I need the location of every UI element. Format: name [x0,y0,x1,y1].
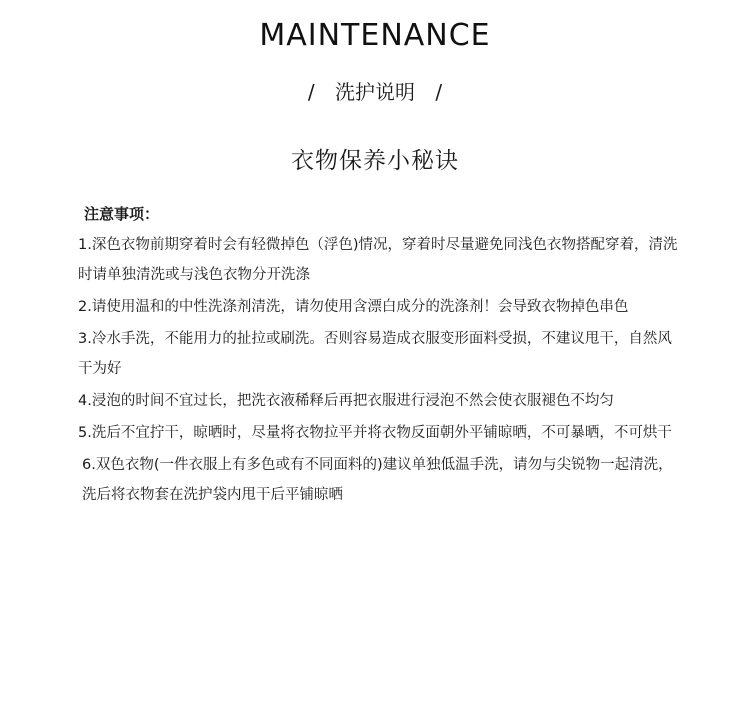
note-item-4: 4.浸泡的时间不宜过长，把洗衣液稀释后再把衣服进行浸泡不然会使衣服褪色不均匀 [78,393,614,409]
note-item-5: 5.洗后不宜拧干，晾晒时，尽量将衣物拉平并将衣物反面朝外平铺晾晒，不可暴晒，不可烘干 [78,425,672,441]
page-title: MAINTENANCE [259,18,491,53]
subtitle-left-slash: / [307,80,315,104]
section-heading: 衣物保养小秘诀 [291,148,459,174]
notes-block [78,203,678,512]
notes-label: 注意事项： [84,205,160,223]
note-item-2: 2.请使用温和的中性洗涤剂清洗，请勿使用含漂白成分的洗涤剂！会导致衣物掉色串色 [78,299,629,315]
note-item-3: 3.冷水手洗，不能用力的扯拉或刷洗。否则容易造成衣服变形面料受损，不建议甩干，自然风干为好 [78,331,672,377]
subtitle-row [0,76,750,105]
note-item-1: 1.深色衣物前期穿着时会有轻微掉色（浮色)情况，穿着时尽量避免同浅色衣物搭配穿着，清洗时请单独清洗或与浅色衣物分开洗涤 [78,237,678,283]
note-item-6: 6.双色衣物(一件衣服上有多色或有不同面料的)建议单独低温手洗，请勿与尖锐物一起清洗，洗后将衣物套在洗护袋内甩干后平铺晾晒 [82,457,673,503]
subtitle-text: 洗护说明 [335,80,415,104]
subtitle-right-slash: / [435,80,443,104]
